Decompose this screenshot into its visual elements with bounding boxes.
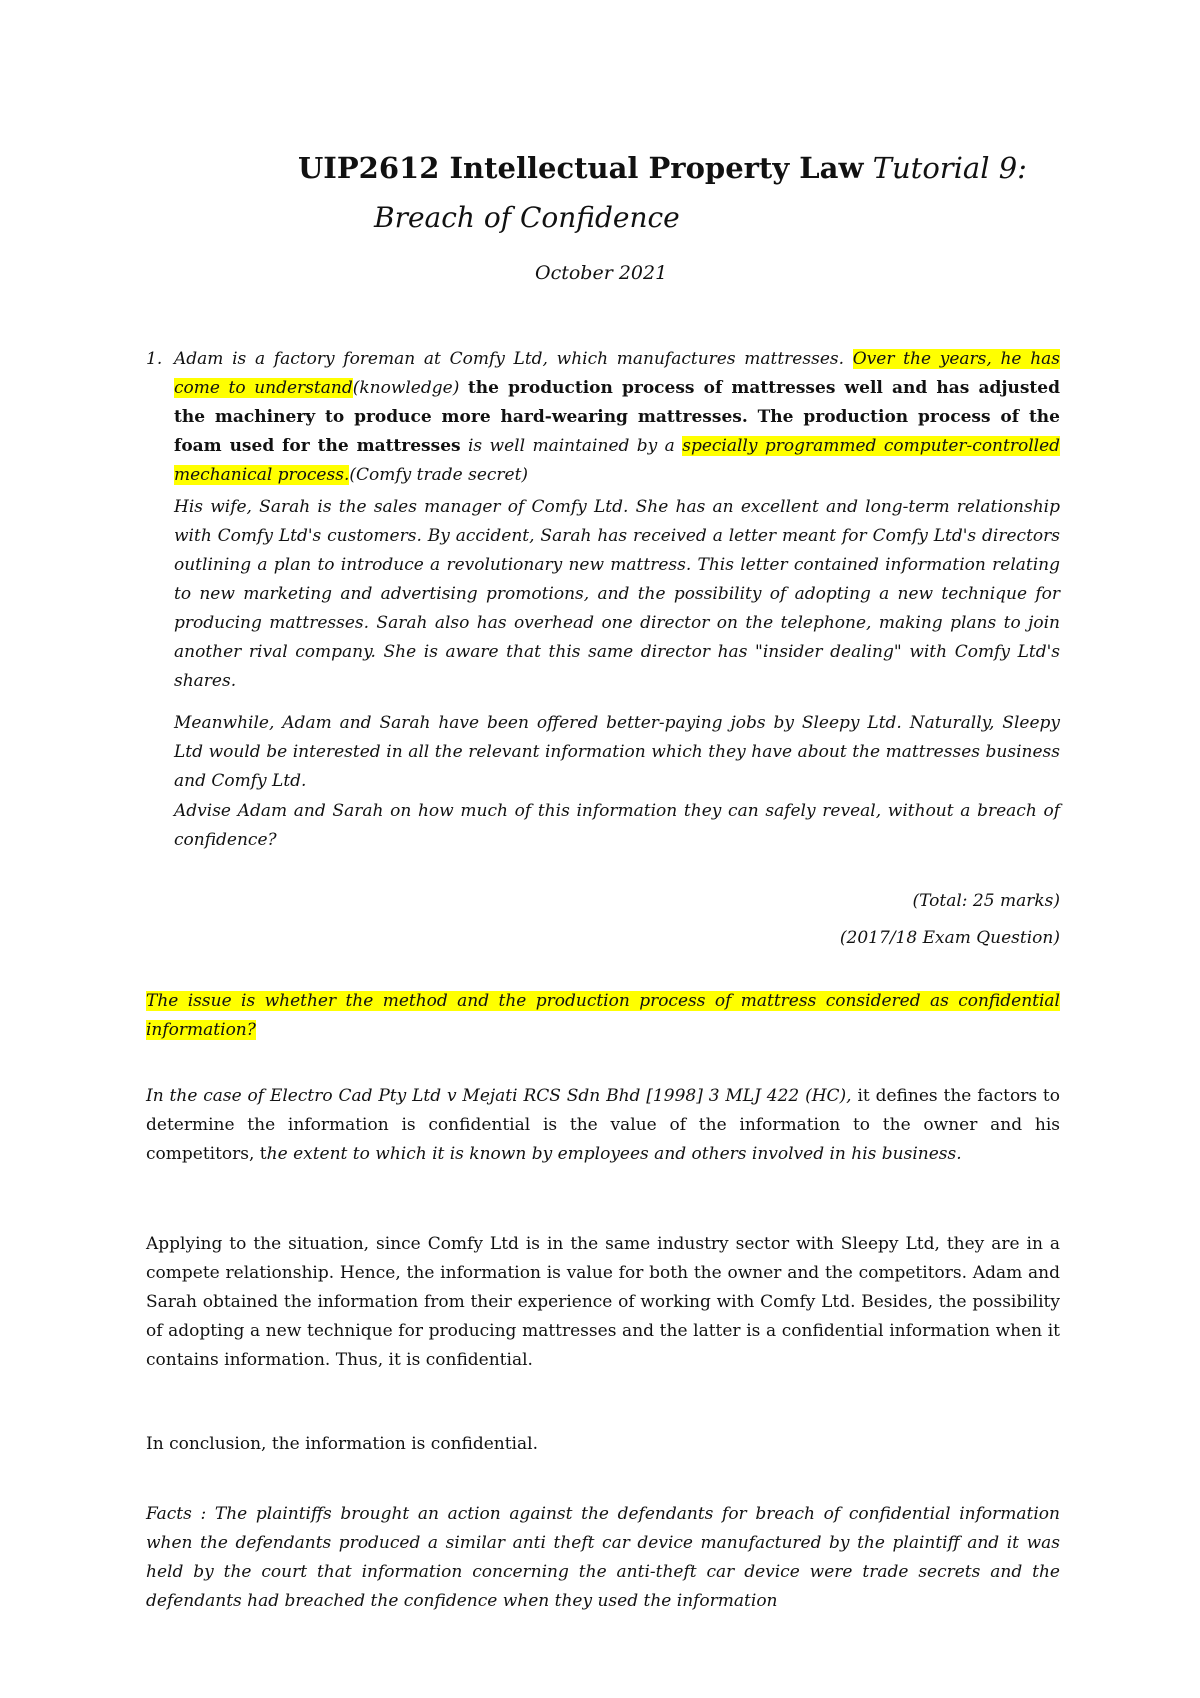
course-title: UIP2612 Intellectual Property Law (298, 151, 864, 185)
issue-highlight: The issue is whether the method and the production process of mattress considered as confidential information? (146, 991, 1060, 1040)
question-paragraph-3: Meanwhile, Adam and Sarah have been offered better-paying jobs by Sleepy Ltd. Naturally, Sleepy Ltd would be interested in all the relevant information which they have about the mattresses business and Comfy Ltd. (174, 713, 1060, 791)
case-paragraph (146, 1082, 1060, 1169)
case-citation: In the case of Electro Cad Pty Ltd v Mejati RCS Sdn Bhd [1998] 3 MLJ 422 (HC), (146, 1086, 852, 1106)
question-paragraph-4: Advise Adam and Sarah on how much of this information they can safely reveal, without a breach of confidence? (174, 801, 1060, 850)
question-number: 1. (146, 349, 163, 369)
exam-source: (2017/18 Exam Question) (839, 928, 1060, 948)
q-p1-highlight-1: Over the years, he has come to understand (174, 349, 1060, 398)
document-title (298, 150, 1027, 186)
tutorial-label: Tutorial 9: (872, 151, 1027, 185)
q-p1-b: (knowledge) (352, 378, 460, 398)
question-paragraph-1 (174, 345, 1060, 490)
conclusion-paragraph: In conclusion, the information is confidential. (146, 1434, 538, 1454)
q-p1-a: Adam is a factory foreman at Comfy Ltd, which manufactures mattresses. (174, 349, 845, 369)
document-subtitle: Breach of Confidence (374, 201, 680, 234)
q-p1-c: is well maintained by a (468, 436, 675, 456)
application-paragraph: Applying to the situation, since Comfy Ltd is in the same industry sector with Sleepy Ltd, they are in a compete relationship. Hence, the information is value for both the owner and the competitors. Adam and Sarah obtained the information from their experience of working with Comfy Ltd. Besides, the possibility of adopting a new technique for producing mattresses and the latter is a confidential information when it contains information. Thus, it is confidential. (146, 1234, 1060, 1370)
total-marks: (Total: 25 marks) (912, 891, 1060, 911)
facts-paragraph: Facts : The plaintiffs brought an action against the defendants for breach of confidential information when the defendants produced a similar anti theft car device manufactured by the plaintiff and it was held by the court that information concerning the anti-theft car device were trade secrets and the defendants had breached the confidence when they used the information (146, 1504, 1060, 1611)
q-p1-bold: the production process of mattresses well and has adjusted the machinery to produce more hard-wearing mattresses. The production process of the foam used for the mattresses (174, 378, 1060, 456)
question-paragraph-2: His wife, Sarah is the sales manager of Comfy Ltd. She has an excellent and long-term relationship with Comfy Ltd's customers. By accident, Sarah has received a letter meant for Comfy Ltd's directors outlining a plan to introduce a revolutionary new mattress. This letter contained information relating to new marketing and advertising promotions, and the possibility of adopting a new technique for producing mattresses. Sarah also has overhead one director on the telephone, making plans to join another rival company. She is aware that this same director has "insider dealing" with Comfy Ltd's shares. (174, 497, 1060, 691)
q-p1-highlight-2: specially programmed computer-controlled mechanical process. (174, 436, 1061, 485)
q-p1-d: (Comfy trade secret) (349, 465, 529, 485)
issue-statement (146, 987, 1060, 1045)
case-text: it defines the factors to determine the information is confidential is the value of the information to the owner and his competitors, t (146, 1086, 1060, 1164)
case-text-italic: he extent to which it is known by employees and others involved in his business. (266, 1144, 962, 1164)
document-date: October 2021 (535, 262, 668, 284)
